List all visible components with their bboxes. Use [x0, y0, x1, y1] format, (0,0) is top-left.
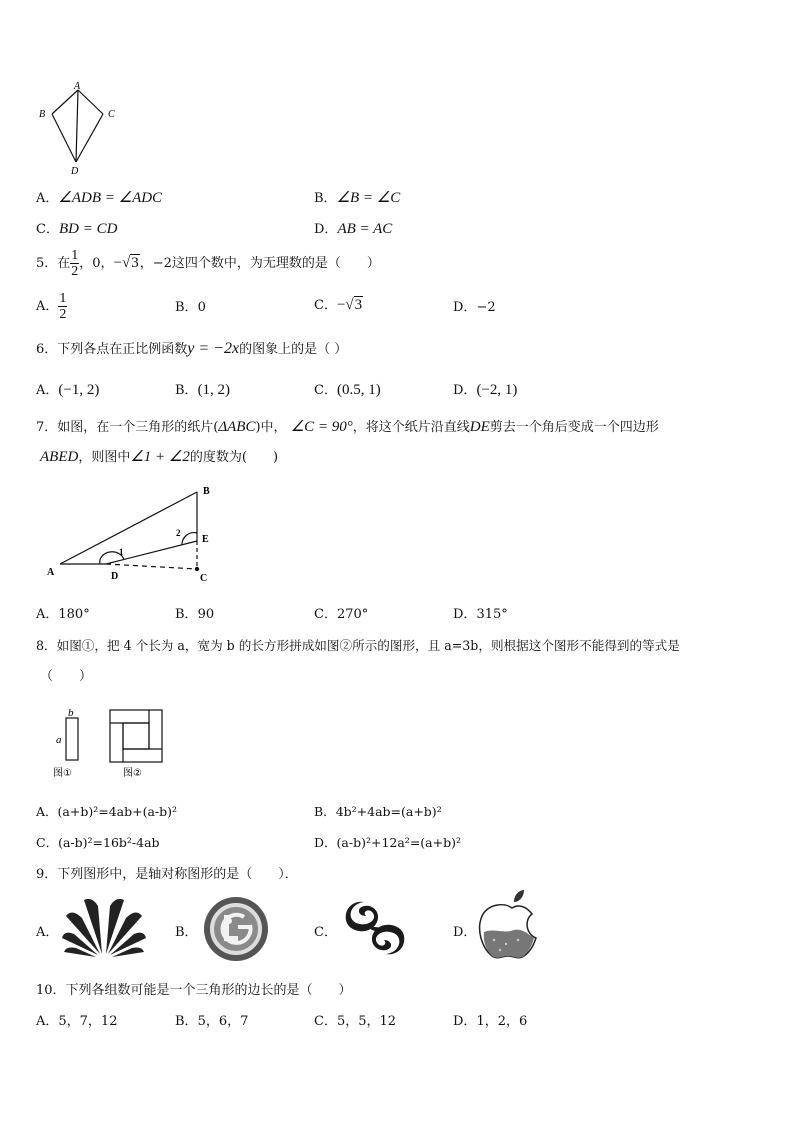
option-label: B． — [314, 191, 337, 206]
q7-angle-sum: ∠1 + ∠2 — [130, 449, 190, 465]
option-label: A． — [36, 299, 59, 314]
option-text: (a-b)²+12a²=(a+b)² — [336, 835, 461, 850]
huawei-logo-icon — [62, 896, 146, 960]
option-label: C． — [314, 383, 337, 398]
option-label: A． — [36, 925, 59, 940]
option-label: A． — [36, 191, 59, 206]
q6-option-d[interactable] — [453, 379, 517, 399]
q8-fig1-caption: 图① — [53, 768, 72, 779]
q9-option-a[interactable] — [36, 921, 58, 940]
option-label: D． — [453, 925, 477, 940]
option-label: D． — [453, 383, 477, 398]
fraction-numerator: 1 — [59, 291, 67, 306]
q7-text: 7．如图，在一个三角形的纸片( — [36, 420, 219, 435]
option-text: (a-b)²=16b²-4ab — [58, 835, 160, 850]
option-label: C． — [314, 925, 337, 940]
q10-option-a[interactable] — [36, 1010, 117, 1029]
option-label: B． — [175, 383, 198, 398]
option-text: AB = AC — [337, 221, 393, 237]
q4-option-c[interactable] — [36, 218, 117, 238]
q4-option-d[interactable] — [314, 218, 392, 238]
option-text: 270° — [336, 607, 369, 622]
q4-kite-figure — [36, 80, 126, 176]
q6-question — [36, 338, 347, 358]
q7-quad-abed: ABED — [40, 449, 79, 465]
option-label: D． — [453, 607, 477, 622]
q7-label-D: D — [111, 571, 119, 582]
q8-figure-2 — [108, 704, 168, 784]
q7-label-2: 2 — [176, 528, 181, 538]
q6-formula: y = −2x — [187, 340, 240, 357]
q7-label-B: B — [203, 486, 210, 497]
minus-sign: − — [113, 255, 123, 271]
q8-option-a[interactable] — [36, 802, 177, 820]
q5-neg-sqrt3 — [114, 254, 140, 271]
option-label: D． — [453, 300, 477, 315]
option-label: B． — [175, 1014, 198, 1029]
q9-question: 9．下列图形中，是轴对称图形的是（ ）． — [36, 867, 298, 882]
q6-option-a[interactable] — [36, 379, 99, 399]
option-label: A． — [36, 804, 58, 819]
option-text: 5，6，7 — [197, 1014, 249, 1029]
q8-fig1-label-b: b — [68, 707, 74, 719]
lg-logo-icon — [202, 895, 270, 963]
option-text: BD = CD — [58, 221, 118, 237]
sqrt-sign: √ — [345, 297, 354, 313]
fraction-denominator: 2 — [71, 264, 79, 279]
q7-label-A: A — [47, 567, 55, 578]
option-text: (−1, 2) — [58, 382, 100, 398]
option-label: B． — [175, 300, 198, 315]
option-label: D． — [453, 1014, 477, 1029]
q8-question-line2: （ ） — [40, 669, 93, 684]
option-label: C． — [314, 1014, 337, 1029]
q6-text-post: 的图象上的是（ ） — [239, 342, 348, 357]
radicand: 3 — [354, 297, 363, 313]
q10-option-d[interactable] — [453, 1010, 527, 1029]
q5-text-post: ，−2这四个数中，为无理数的是（ ） — [139, 256, 380, 271]
option-label: B． — [314, 804, 336, 819]
option-text: 5，7，12 — [58, 1014, 118, 1029]
minus-sign: − — [336, 297, 346, 313]
option-text: ∠ADB = ∠ADC — [58, 190, 163, 206]
option-text: (−2, 1) — [476, 382, 518, 398]
option-label: A． — [36, 383, 59, 398]
q5-text-pre: 5．在 — [36, 256, 71, 271]
q7-text: )中， — [255, 420, 287, 435]
option-label: B． — [175, 607, 198, 622]
option-text: 4b²+4ab=(a+b)² — [335, 804, 442, 819]
option-label: C． — [314, 298, 337, 313]
q8-figure-1 — [50, 704, 100, 784]
sqrt-sign: √ — [122, 255, 131, 271]
q10-question: 10．下列各组数可能是一个三角形的边长的是（ ） — [36, 983, 352, 998]
option-label: A． — [36, 1014, 59, 1029]
option-text: (0.5, 1) — [336, 382, 381, 398]
q6-option-c[interactable] — [314, 379, 381, 399]
q7-option-b[interactable] — [175, 603, 214, 622]
q7-triangle: ΔABC — [218, 419, 256, 435]
q7-angle-c: ∠C = 90° — [290, 419, 353, 435]
option-text: (1, 2) — [197, 382, 231, 398]
option-label: C． — [36, 835, 59, 850]
q4-option-b[interactable] — [314, 187, 400, 207]
q9-option-c[interactable] — [314, 921, 337, 940]
option-text: −2 — [476, 300, 496, 315]
option-neg-sqrt3 — [337, 296, 363, 313]
q7-label-C: C — [200, 573, 208, 584]
q10-option-b[interactable] — [175, 1010, 248, 1029]
q7-line-de: DE — [469, 419, 490, 435]
q8-fig2-caption: 图② — [123, 768, 142, 779]
q7-triangle-figure — [40, 478, 230, 586]
option-text: (a+b)²=4ab+(a-b)² — [57, 804, 178, 819]
option-label: C． — [36, 222, 59, 237]
q9-option-b[interactable] — [175, 921, 198, 940]
q9-option-d[interactable] — [453, 921, 476, 940]
q5-question — [36, 246, 380, 281]
q5-fraction — [70, 248, 79, 279]
q8-option-c[interactable] — [36, 833, 160, 851]
q5-option-c[interactable] — [314, 294, 363, 314]
option-text: 1，2，6 — [476, 1014, 528, 1029]
q8-option-d[interactable] — [314, 833, 461, 851]
q7-label-E: E — [202, 534, 209, 545]
q7-question-line2 — [40, 446, 278, 466]
q6-text-pre: 6．下列各点在正比例函数 — [36, 342, 188, 357]
q6-option-b[interactable] — [175, 379, 230, 399]
option-fraction — [58, 291, 67, 322]
option-text: ∠B = ∠C — [336, 190, 401, 206]
q8-option-b[interactable] — [314, 802, 442, 820]
q5-text-mid: ，0， — [79, 256, 114, 271]
q5-option-a[interactable] — [36, 290, 67, 324]
q7-text: ，则图中 — [78, 450, 131, 465]
q10-option-c[interactable] — [314, 1010, 396, 1029]
q7-text: ，将这个纸片沿直线 — [352, 420, 470, 435]
fraction-denominator: 2 — [59, 307, 67, 322]
apple-logo-icon — [474, 888, 550, 964]
option-label: B． — [175, 925, 198, 940]
option-label: D． — [314, 222, 338, 237]
option-text: 90 — [197, 607, 215, 622]
q8-question-line1: 8．如图①，把 4 个长为 a，宽为 b 的长方形拼成如图②所示的图形，且 a=3b，则根据这个图形不能得到的等式是 — [36, 638, 680, 653]
q7-option-d[interactable] — [453, 603, 508, 622]
q8-fig1-label-a: a — [56, 734, 62, 746]
q7-option-c[interactable] — [314, 603, 368, 622]
q5-option-d[interactable] — [453, 296, 496, 315]
swirl-logo-icon — [338, 896, 412, 960]
option-text: 315° — [476, 607, 508, 622]
option-label: C． — [314, 607, 337, 622]
q7-option-a[interactable] — [36, 603, 90, 622]
q4-option-a[interactable] — [36, 187, 162, 207]
q7-label-1: 1 — [119, 547, 124, 557]
q5-option-b[interactable] — [175, 296, 206, 315]
q4-label-B: B — [39, 109, 46, 120]
fraction-numerator: 1 — [71, 248, 79, 263]
option-text: 5，5，12 — [336, 1014, 397, 1029]
q7-text: 剪去一个角后变成一个四边形 — [489, 420, 659, 435]
q4-label-A: A — [74, 81, 81, 92]
q4-label-C: C — [108, 109, 115, 120]
q4-label-D: D — [71, 166, 79, 176]
option-label: A． — [36, 607, 59, 622]
q7-text: 的度数为( ) — [189, 450, 279, 465]
option-text: 0 — [197, 300, 206, 315]
option-text: 180° — [58, 607, 90, 622]
q7-question-line1 — [36, 416, 659, 436]
option-label: D． — [314, 835, 337, 850]
radicand: 3 — [131, 255, 139, 271]
